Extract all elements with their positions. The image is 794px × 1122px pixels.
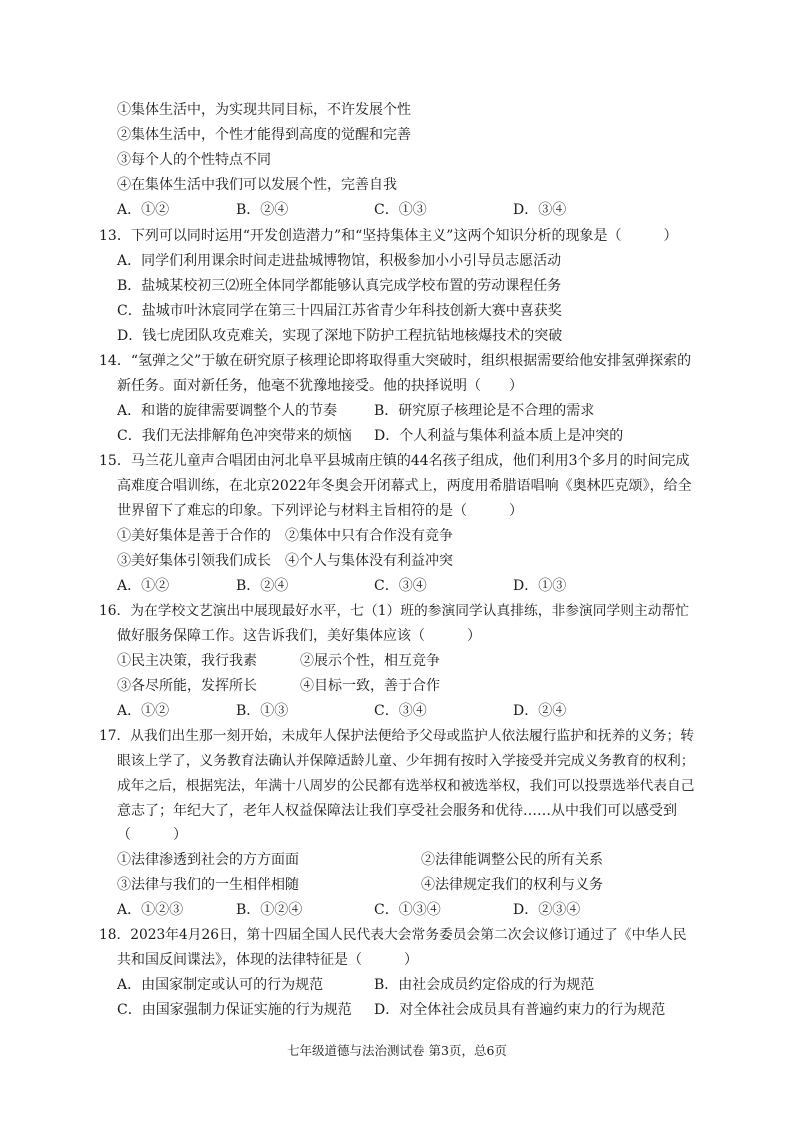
q12-option-d[interactable]: D．③④ bbox=[513, 202, 567, 218]
q18-stem-line-2: 共和国反间谍法》，体现的法律特征是（ ） bbox=[117, 952, 418, 968]
q16-option-c[interactable]: C．③④ bbox=[374, 703, 427, 719]
q16-option-d[interactable]: D．②④ bbox=[513, 703, 567, 719]
q12-statement-3: ③每个人的个性特点不同 bbox=[117, 152, 271, 168]
q15-stem-line-3: 世界留下了难忘的印象。下列评论与材料主旨相符的是（ ） bbox=[117, 503, 523, 519]
page-footer: 七年级道德与法治测试卷 第3页，总6页 bbox=[287, 1043, 507, 1058]
q15-statements-row-1: ①美好集体是善于合作的 ②集体中只有合作没有竞争 bbox=[117, 528, 453, 544]
q13-option-b[interactable]: B．盐城某校初三⑵班全体同学都能够认真完成学校布置的劳动课程任务 bbox=[117, 278, 562, 294]
q15-option-a[interactable]: A．①② bbox=[117, 578, 170, 594]
q15-option-d[interactable]: D．①③ bbox=[513, 578, 567, 594]
q18-option-d[interactable]: D．对全体社会成员具有普遍约束力的行为规范 bbox=[374, 1002, 666, 1018]
q16-statement-3: ③各尽所能，发挥所长 bbox=[117, 678, 257, 694]
q12-option-b[interactable]: B．②④ bbox=[236, 202, 289, 218]
q16-stem-line-1: 16．为在学校文艺演出中展现最好水平，七（1）班的参演同学认真排练，非参演同学则主动帮忙 bbox=[99, 603, 689, 619]
q14-stem-line-1: 14．“氢弹之父”于敏在研究原子核理论即将取得重大突破时，组织根据需要给他安排氢弹探索的 bbox=[99, 353, 692, 369]
q16-option-b[interactable]: B．①③ bbox=[236, 703, 289, 719]
q17-stem-line-2: 眼该上学了，义务教育法确认并保障适龄儿童、少年拥有按时入学接受并完成义务教育的权利； bbox=[117, 753, 695, 769]
q16-option-a[interactable]: A．①② bbox=[117, 703, 170, 719]
q12-option-c[interactable]: C．①③ bbox=[374, 202, 427, 218]
q17-stem-line-1: 17．从我们出生那一刻开始，未成年人保护法便给予父母或监护人依法履行监护和抚养的义务；转 bbox=[99, 728, 694, 744]
q12-statement-2: ②集体生活中，个性才能得到高度的觉醒和完善 bbox=[117, 127, 411, 143]
q18-option-c[interactable]: C．由国家强制力保证实施的行为规范 bbox=[117, 1002, 352, 1018]
q16-stem-line-2: 做好服务保障工作。这告诉我们，美好集体应该（ ） bbox=[117, 628, 481, 644]
q13-option-a[interactable]: A．同学们利用课余时间走进盐城博物馆，积极参加小小引导员志愿活动 bbox=[117, 253, 562, 269]
q14-stem-line-2: 新任务。面对新任务，他毫不犹豫地接受。他的抉择说明（ ） bbox=[117, 378, 523, 394]
q18-option-a[interactable]: A．由国家制定或认可的行为规范 bbox=[117, 977, 324, 993]
q17-statement-1: ①法律渗透到社会的方方面面 bbox=[117, 852, 299, 868]
q18-stem-line-1: 18．2023年4月26日，第十四届全国人民代表大会常务委员会第二次会议修订通过了《中华人民 bbox=[99, 927, 687, 943]
q17-option-a[interactable]: A．①②③ bbox=[117, 902, 184, 918]
q17-stem-line-4: 意志了；年纪大了，老年人权益保障法让我们享受社会服务和优待……从中我们可以感受到 bbox=[117, 803, 677, 819]
q14-option-a[interactable]: A．和谐的旋律需要调整个人的节奏 bbox=[117, 403, 338, 419]
q14-option-d[interactable]: D．个人利益与集体利益本质上是冲突的 bbox=[374, 428, 624, 444]
q17-answer-blank: （ ） bbox=[117, 827, 187, 843]
q15-statements-row-2: ③美好集体引领我们成长 ④个人与集体没有利益冲突 bbox=[117, 553, 453, 569]
q16-statement-2: ②展示个性，相互竞争 bbox=[300, 653, 440, 669]
q18-option-b[interactable]: B．由社会成员约定俗成的行为规范 bbox=[374, 977, 595, 993]
q12-option-a[interactable]: A．①② bbox=[117, 202, 170, 218]
q12-statement-1: ①集体生活中，为实现共同目标，不许发展个性 bbox=[117, 102, 411, 118]
q14-option-b[interactable]: B．研究原子核理论是不合理的需求 bbox=[374, 403, 595, 419]
q17-option-d[interactable]: D．②③④ bbox=[513, 902, 581, 918]
q14-option-c[interactable]: C．我们无法排解角色冲突带来的烦恼 bbox=[117, 428, 352, 444]
q13-option-d[interactable]: D．钱七虎团队攻克难关，实现了深地下防护工程抗钻地核爆技术的突破 bbox=[117, 328, 563, 344]
q13-option-c[interactable]: C．盐城市叶沐宸同学在第三十四届江苏省青少年科技创新大赛中喜获奖 bbox=[117, 303, 562, 319]
q17-statement-4: ④法律规定我们的权利与义务 bbox=[421, 877, 603, 893]
q12-statement-4: ④在集体生活中我们可以发展个性，完善自我 bbox=[117, 177, 397, 193]
q17-statement-3: ③法律与我们的一生相伴相随 bbox=[117, 877, 299, 893]
q15-stem-line-2: 高难度合唱训练，在北京2022年冬奥会开闭幕式上，两度用希腊语唱响《奥林匹克颂》，给全 bbox=[117, 478, 692, 494]
q17-option-b[interactable]: B．①②④ bbox=[236, 902, 303, 918]
q16-statement-4: ④目标一致，善于合作 bbox=[300, 678, 440, 694]
q15-option-b[interactable]: B．②④ bbox=[236, 578, 289, 594]
q13-stem: 13．下列可以同时运用“开发创造潜力”和“坚持集体主义”这两个知识分析的现象是（ ） bbox=[99, 228, 678, 244]
q15-option-c[interactable]: C．③④ bbox=[374, 578, 427, 594]
q17-statement-2: ②法律能调整公民的所有关系 bbox=[421, 852, 603, 868]
q17-stem-line-3: 成年之后，根据宪法，年满十八周岁的公民都有选举权和被选举权，我们可以投票选举代表自己 bbox=[117, 778, 695, 794]
q15-stem-line-1: 15．马兰花儿童声合唱团由河北阜平县城南庄镇的44名孩子组成，他们利用3个多月的时间完成 bbox=[99, 453, 690, 469]
q17-option-c[interactable]: C．①③④ bbox=[374, 902, 441, 918]
q16-statement-1: ①民主决策，我行我素 bbox=[117, 653, 257, 669]
